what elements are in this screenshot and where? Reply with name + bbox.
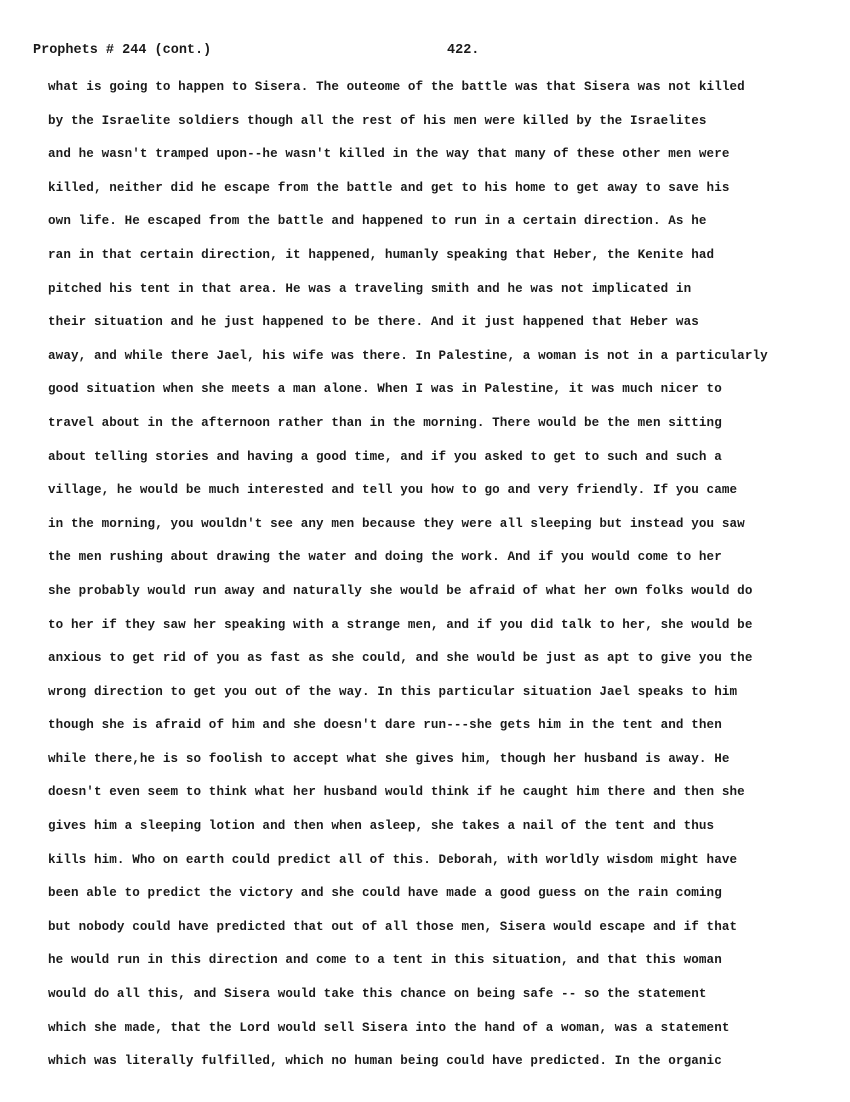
text-line: kills him. Who on earth could predict all of this. Deborah, with worldly wisdom might have	[48, 852, 738, 867]
text-line: what is going to happen to Sisera. The outeome of the battle was that Sisera was not killed	[48, 80, 745, 94]
text-line: travel about in the afternoon rather than in the morning. There would be the men sitting	[48, 415, 722, 430]
text-line: and he wasn't tramped upon--he wasn't killed in the way that many of these other men were	[48, 147, 730, 162]
page-header	[33, 43, 850, 63]
text-line: anxious to get rid of you as fast as she could, and she would be just as apt to give you the	[48, 651, 753, 666]
text-line: though she is afraid of him and she doesn't dare run---she gets him in the tent and then	[48, 718, 722, 733]
text-line: would do all this, and Sisera would take this chance on being safe -- so the statement	[48, 987, 707, 1002]
text-line: their situation and he just happened to be there. And it just happened that Heber was	[48, 315, 699, 330]
text-line: which was literally fulfilled, which no human being could have predicted. In the organic	[48, 1054, 722, 1069]
text-line: by the Israelite soldiers though all the rest of his men were killed by the Israelites	[48, 113, 707, 128]
text-line: gives him a sleeping lotion and then when asleep, she takes a nail of the tent and thus	[48, 819, 715, 834]
text-line: he would run in this direction and come to a tent in this situation, and that this woman	[48, 953, 722, 968]
text-line: own life. He escaped from the battle and happened to run in a certain direction. As he	[48, 214, 707, 229]
text-line: away, and while there Jael, his wife was there. In Palestine, a woman is not in a particularly	[48, 348, 768, 363]
page-number: 422.	[447, 43, 480, 58]
text-line: about telling stories and having a good time, and if you asked to get to such and such a	[48, 449, 722, 464]
text-line: she probably would run away and naturally she would be afraid of what her own folks would do	[48, 583, 753, 598]
text-line: but nobody could have predicted that out of all those men, Sisera would escape and if that	[48, 919, 738, 934]
text-line: while there,he is so foolish to accept what she gives him, though her husband is away. He	[48, 751, 730, 766]
text-line: the men rushing about drawing the water and doing the work. And if you would come to her	[48, 550, 722, 565]
text-line: wrong direction to get you out of the way. In this particular situation Jael speaks to him	[48, 684, 738, 699]
body-text	[48, 77, 843, 1085]
text-line: in the morning, you wouldn't see any men because they were all sleeping but instead you saw	[48, 516, 745, 531]
running-title: Prophets # 244 (cont.)	[33, 43, 212, 58]
text-line: good situation when she meets a man alone. When I was in Palestine, it was much nicer to	[48, 382, 722, 397]
text-line: village, he would be much interested and tell you how to go and very friendly. If you came	[48, 483, 738, 498]
text-line: been able to predict the victory and she could have made a good guess on the rain coming	[48, 886, 722, 901]
text-line: ran in that certain direction, it happened, humanly speaking that Heber, the Kenite had	[48, 247, 715, 262]
text-line: pitched his tent in that area. He was a traveling smith and he was not implicated in	[48, 281, 692, 296]
text-line: to her if they saw her speaking with a strange men, and if you did talk to her, she would be	[48, 617, 753, 632]
text-line: killed, neither did he escape from the battle and get to his home to get away to save his	[48, 180, 730, 195]
text-line: which she made, that the Lord would sell Sisera into the hand of a woman, was a statement	[48, 1020, 730, 1035]
text-line: doesn't even seem to think what her husband would think if he caught him there and then she	[48, 785, 745, 800]
